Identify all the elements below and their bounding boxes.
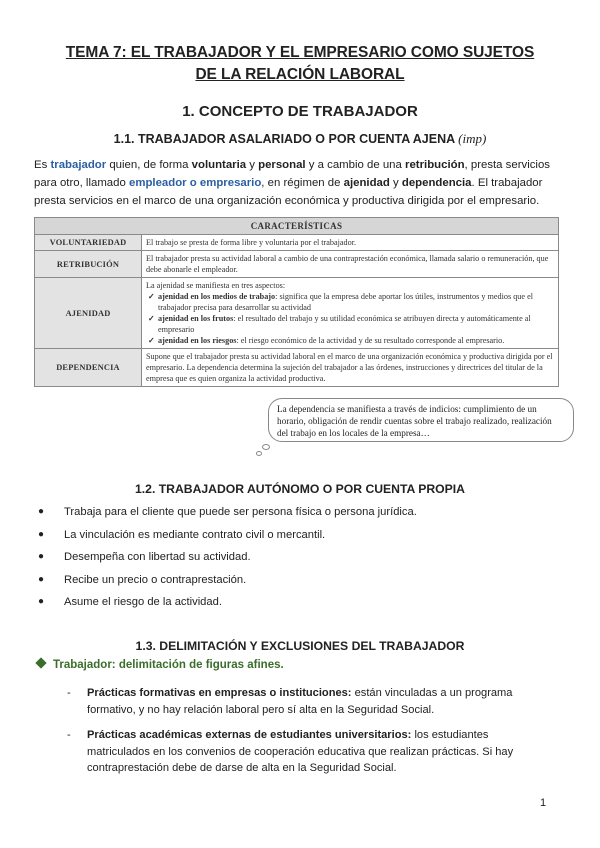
section-1-heading: 1. CONCEPTO DE TRABAJADOR (182, 103, 418, 120)
table-row (35, 349, 559, 387)
sub-item-text: los estudiantes matriculados en los convenios de cooperación educativa que realizan prácticas. Si hay contraprestación debe de darse de alta en la Seguridad Social. (87, 729, 514, 774)
dash-bullet: - (67, 729, 71, 741)
list-item (34, 591, 554, 614)
list-item-text: Recibe un precio o contraprestación. (64, 573, 247, 586)
bullet-icon: ● (38, 506, 45, 517)
definition-paragraph (34, 156, 554, 210)
row-value (142, 278, 559, 349)
diamond-bullet-icon (35, 657, 46, 668)
bubble-tail (262, 444, 270, 450)
dash-bullet: - (67, 687, 71, 699)
sub-item-bold: Prácticas formativas en empresas o instituciones: (87, 687, 352, 699)
item-text: : significa que la empresa debe aportar los útiles, instrumentos y medios que el trabajador precisa para desarrollar su actividad (158, 292, 533, 312)
text: y a cambio de una (305, 159, 406, 171)
section-1-1-heading (0, 131, 600, 147)
keyword-retribucion: retribución (405, 159, 465, 171)
item-text: : el resultado del trabajo y su utilidad económica se atribuyen directa y automáticamente al empresario (158, 314, 531, 334)
keyword-voluntaria: voluntaria (191, 159, 247, 171)
list-item-text: Desempeña con libertad su actividad. (64, 551, 251, 563)
item-text: : el riesgo económico de la actividad y de su resultado corresponde al empresario. (236, 336, 505, 345)
check-icon: ✓ (148, 314, 155, 323)
list-item-text: La vinculación es mediante contrato civil o mercantil. (64, 528, 326, 541)
section-1-1-note: (imp) (458, 131, 487, 146)
sub-item-practicas-formativas (67, 685, 550, 718)
row-label: AJENIDAD (35, 278, 142, 349)
thought-bubble: La dependencia se manifiesta a través de indicios: cumplimiento de un horario, obligación de rendir cuentas sobre el trabajo realizado, realización del trabajo en los locales de la empresa… (268, 398, 574, 442)
document-title (40, 42, 560, 86)
item-bold: ajenidad en los medios de trabajo (158, 292, 276, 301)
item-bold: ajenidad en los riesgos (158, 336, 237, 345)
page-number: 1 (540, 797, 547, 809)
table-row (35, 251, 559, 278)
row-value: El trabajo se presta de forma libre y voluntaria por el trabajador. (142, 235, 559, 251)
list-item-text: Trabaja para el cliente que puede ser persona física o persona jurídica. (64, 506, 417, 518)
bullet-icon: ● (38, 551, 45, 562)
list-item (146, 313, 554, 335)
list-item (146, 291, 554, 313)
sub-item-bold: Prácticas académicas externas de estudiantes universitarios: (87, 729, 412, 741)
characteristics-table (34, 217, 559, 387)
table-row (35, 278, 559, 349)
row-value: El trabajador presta su actividad laboral a cambio de una contraprestación económica, llamada salario o remuneración, que debe abonarle el empleador. (142, 251, 559, 278)
bubble-tail (256, 451, 262, 456)
bullet-icon: ● (38, 596, 45, 607)
row-label: DEPENDENCIA (35, 349, 142, 387)
keyword-dependencia: dependencia (401, 177, 472, 189)
delimitation-label (34, 659, 284, 671)
title-line-1: TEMA 7: EL TRABAJADOR Y EL EMPRESARIO COMO SUJETOS (65, 44, 535, 61)
list-item (34, 569, 554, 592)
item-bold: ajenidad en los frutos (158, 314, 234, 323)
text: , en régimen de (261, 177, 344, 189)
keyword-ajenidad: ajenidad (343, 177, 390, 189)
list-item (34, 501, 554, 524)
title-line-2: DE LA RELACIÓN LABORAL (195, 66, 405, 83)
table-row (35, 235, 559, 251)
section-1-3-heading: 1.3. DELIMITACIÓN Y EXCLUSIONES DEL TRABAJADOR (135, 639, 465, 653)
table-header: CARACTERÍSTICAS (35, 218, 559, 235)
section-1-2-heading: 1.2. TRABAJADOR AUTÓNOMO O POR CUENTA PROPIA (135, 482, 465, 496)
sub-item-text: están vinculadas a un programa formativo, y no hay relación laboral pero sí alta en la Seguridad Social. (87, 687, 513, 716)
sub-item-practicas-academicas (67, 727, 550, 777)
list-item (34, 524, 554, 547)
row-value: Supone que el trabajador presta su actividad laboral en el marco de una organización económica y productiva dirigida por el empresario. La dependencia determina la sujeción del trabajador a las órdenes, instrucciones y directrices del titular de la empresa que es quien organiza la actividad productiva. (142, 349, 559, 387)
row-label: RETRIBUCIÓN (35, 251, 142, 278)
text: quien, de forma (106, 159, 192, 171)
list-item-text: Asume el riesgo de la actividad. (64, 596, 222, 608)
ajenidad-intro: La ajenidad se manifiesta en tres aspectos: (146, 281, 286, 290)
keyword-personal: personal (258, 159, 306, 171)
bullet-icon: ● (38, 573, 45, 585)
check-icon: ✓ (148, 336, 155, 345)
delimitation-text: Trabajador: delimitación de figuras afines. (53, 659, 284, 671)
list-item (34, 546, 554, 569)
keyword-trabajador: trabajador (50, 159, 107, 171)
list-item (146, 335, 554, 346)
text: y (389, 177, 402, 189)
row-label: VOLUNTARIEDAD (35, 235, 142, 251)
text: y (246, 159, 259, 171)
section-1-1-title: 1.1. TRABAJADOR ASALARIADO O POR CUENTA AJENA (113, 132, 455, 146)
keyword-empleador: empleador o empresario (128, 177, 262, 189)
text: . El trabajador presta servicios en el marco de una organización económica y productiva dirigida por el empresario. (34, 177, 543, 207)
check-icon: ✓ (148, 292, 155, 301)
bullet-icon: ● (38, 528, 45, 540)
autonomo-list (34, 501, 554, 614)
text: Es (34, 159, 51, 171)
text: , presta servicios para otro, llamado (34, 159, 550, 189)
